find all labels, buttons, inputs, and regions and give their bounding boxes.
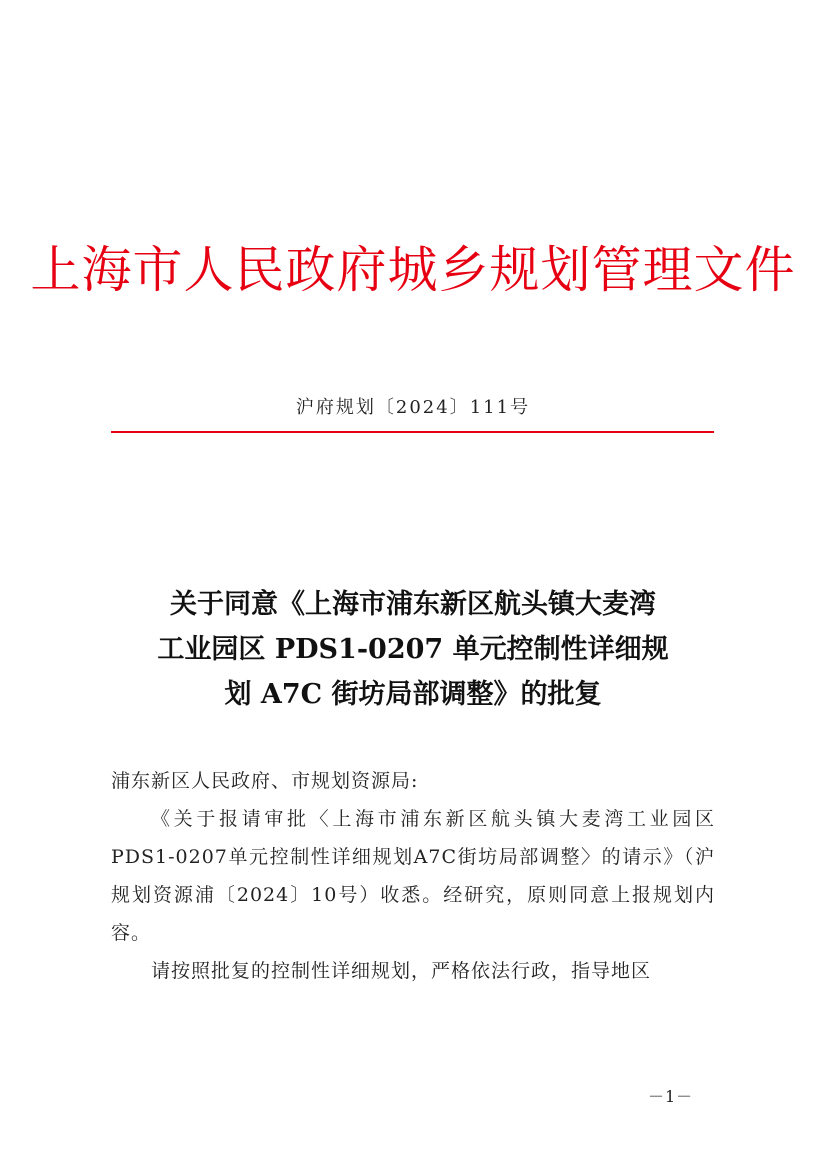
document-title (110, 582, 716, 717)
salutation: 浦东新区人民政府、市规划资源局: (111, 770, 419, 792)
red-divider-line (111, 431, 714, 433)
document-header-title: 上海市人民政府城乡规划管理文件 (30, 241, 796, 299)
title-line-2: 工业园区 PDS1-0207 单元控制性详细规 (157, 634, 669, 665)
title-line-1: 关于同意《上海市浦东新区航头镇大麦湾 (170, 589, 656, 620)
page-number: －1－ (648, 1087, 694, 1106)
body-paragraph-2: 请按照批复的控制性详细规划，严格依法行政，指导地区 (151, 960, 652, 982)
body-paragraph-1: 《关于报请审批〈上海市浦东新区航头镇大麦湾工业园区PDS1-0207单元控制性详细规划A7C街坊局部调整〉的请示》（沪规划资源浦〔2024〕10号）收悉。经研究，原则同意上报规划内容。 (111, 808, 715, 944)
document-number: 沪府规划〔2024〕111号 (295, 397, 531, 418)
title-line-3: 划 A7C 街坊局部调整》的批复 (224, 679, 602, 710)
document-body (111, 762, 715, 990)
